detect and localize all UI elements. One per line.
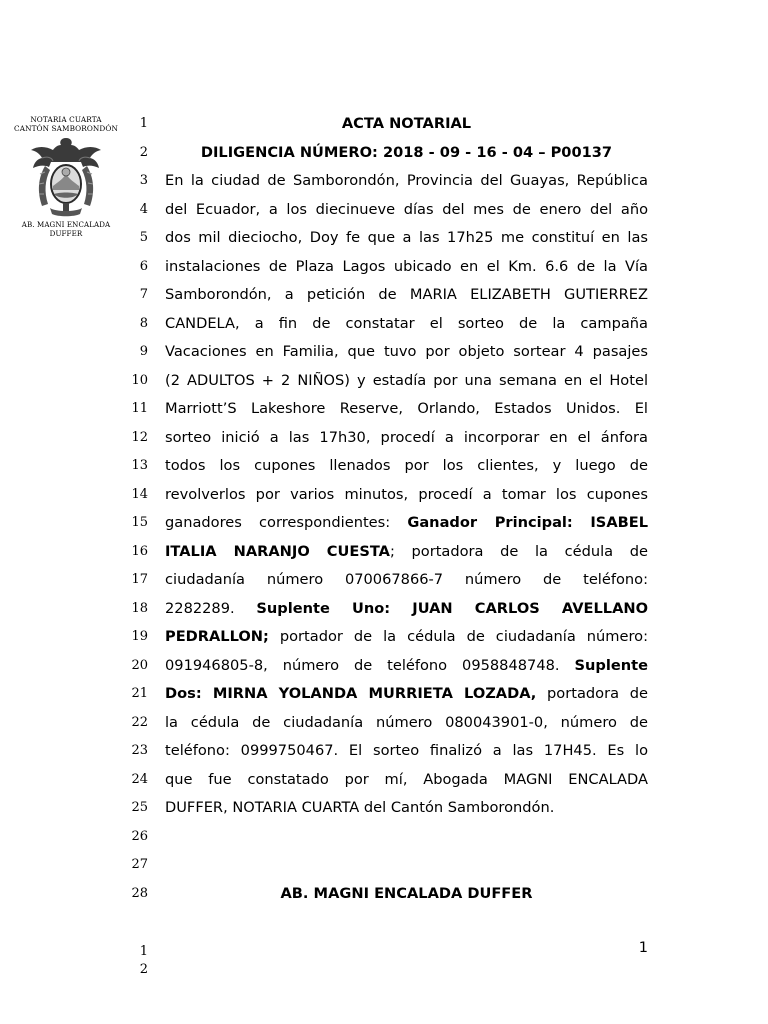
text-line	[165, 513, 648, 533]
text-line	[165, 599, 648, 619]
line-number: 19	[131, 629, 148, 644]
line-number: 3	[139, 173, 148, 188]
text-line	[165, 342, 648, 362]
text-segment: todos los cupones llenados por los clientes, y luego de	[165, 457, 648, 474]
text-line	[165, 884, 648, 904]
bold-text: Ganador Principal: ISABEL	[407, 514, 649, 531]
bold-text: AB. MAGNI ENCALADA DUFFER	[280, 884, 533, 902]
text-segment: del Ecuador, a los diecinueve días del mes de enero del año	[165, 200, 648, 218]
text-line	[165, 228, 648, 248]
text-line	[165, 684, 648, 704]
line-number: 23	[131, 743, 148, 758]
bold-text: Suplente	[574, 656, 648, 674]
text-line	[165, 656, 648, 676]
text-line	[165, 285, 648, 305]
bold-text: DILIGENCIA NÚMERO: 2018 - 09 - 16 - 04 – P00137	[200, 143, 613, 161]
text-segment: instalaciones de Plaza Lagos ubicado en el Km. 6.6 de la Vía	[165, 257, 648, 275]
text-segment: ; portadora de la cédula de	[389, 542, 648, 560]
page-number: 1	[638, 940, 648, 956]
text-line	[165, 770, 648, 790]
bold-text: Suplente Uno: JUAN CARLOS AVELLANO	[256, 599, 648, 617]
text-segment: que fue constatado por mí, Abogada MAGNI ENCALADA	[165, 770, 648, 788]
line-number: 27	[131, 857, 148, 872]
line-number: 24	[131, 771, 148, 787]
text-segment: DUFFER, NOTARIA CUARTA del Cantón Samborondón.	[165, 799, 555, 816]
bold-text: ACTA NOTARIAL	[341, 115, 472, 132]
text-segment: portador de la cédula de ciudadanía número:	[268, 628, 648, 645]
text-segment: sorteo inició a las 17h30, procedí a incorporar en el ánfora	[165, 428, 648, 446]
line-number: 4	[139, 201, 148, 217]
text-segment: teléfono: 0999750467. El sorteo finalizó a las 17H45. Es lo	[165, 742, 648, 759]
text-segment: CANDELA, a fin de constatar el sorteo de la campaña	[165, 314, 648, 332]
text-segment: Marriott’S Lakeshore Reserve, Orlando, Estados Unidos. El	[165, 400, 648, 417]
text-line	[165, 570, 648, 590]
text-segment: portadora de	[536, 685, 649, 702]
text-line	[165, 314, 648, 334]
text-line	[165, 542, 648, 562]
text-line	[165, 399, 648, 419]
text-line	[165, 741, 648, 761]
text-segment: ciudadanía número 070067866-7 número de teléfono:	[165, 571, 648, 588]
bold-text: Dos: MIRNA YOLANDA MURRIETA LOZADA,	[165, 685, 537, 702]
coat-of-arms-icon	[28, 134, 104, 218]
text-segment: 091946805-8, número de teléfono 0958848748.	[165, 656, 575, 674]
text-line	[165, 171, 648, 191]
line-number: 28	[131, 885, 148, 901]
line-number: 10	[131, 372, 148, 388]
text-line	[165, 798, 648, 818]
line-number: 17	[131, 572, 148, 587]
notary-seal	[6, 115, 126, 238]
text-line	[165, 371, 648, 391]
line-number: 7	[139, 287, 148, 302]
line-number: 26	[131, 828, 148, 844]
line-number: 16	[131, 543, 148, 559]
line-number: 20	[131, 657, 148, 673]
text-segment: la cédula de ciudadanía número 080043901-0, número de	[165, 713, 648, 731]
text-segment: (2 ADULTOS + 2 NIÑOS) y estadía por una semana en el Hotel	[165, 371, 648, 389]
seal-top-line-1: NOTARIA CUARTA	[30, 115, 102, 124]
footer-line-number: 2	[139, 962, 148, 977]
seal-footer: AB. MAGNI ENCALADA DUFFER	[21, 220, 111, 238]
bold-text: ITALIA NARANJO CUESTA	[165, 542, 390, 560]
line-number: 6	[139, 258, 148, 274]
line-number: 9	[139, 344, 148, 359]
line-number: 1	[139, 116, 148, 131]
text-line	[165, 428, 648, 448]
bold-text: PEDRALLON;	[165, 628, 269, 645]
line-number: 5	[139, 230, 148, 245]
text-segment: Vacaciones en Familia, que tuvo por objeto sortear 4 pasajes	[165, 343, 648, 360]
text-line	[165, 114, 648, 134]
text-line	[165, 627, 648, 647]
line-number: 25	[131, 800, 148, 815]
line-number: 11	[131, 401, 148, 416]
line-number: 22	[131, 714, 148, 730]
footer-line-number: 1	[139, 944, 148, 959]
text-line	[165, 713, 648, 733]
text-line	[165, 485, 648, 505]
text-segment: 2282289.	[165, 599, 257, 617]
line-number: 15	[131, 515, 148, 530]
text-segment: revolverlos por varios minutos, procedí a tomar los cupones	[165, 485, 648, 503]
line-number: 2	[139, 144, 148, 160]
text-segment: Samborondón, a petición de MARIA ELIZABETH GUTIERREZ	[165, 286, 648, 303]
text-line	[165, 200, 648, 220]
text-segment: ganadores correspondientes:	[165, 514, 408, 531]
line-number: 12	[131, 429, 148, 445]
line-number: 13	[131, 458, 148, 473]
text-segment: En la ciudad de Samborondón, Provincia del Guayas, República	[165, 172, 648, 189]
text-line	[165, 456, 648, 476]
line-number: 18	[131, 600, 148, 616]
seal-header	[6, 116, 126, 133]
text-line	[165, 143, 648, 163]
line-number: 21	[131, 686, 148, 701]
line-number: 8	[139, 315, 148, 331]
seal-top-line-2: CANTÓN SAMBORONDÓN	[14, 123, 118, 133]
text-line	[165, 257, 648, 277]
text-segment: dos mil dieciocho, Doy fe que a las 17h25 me constituí en las	[165, 229, 648, 246]
line-number: 14	[131, 486, 148, 502]
